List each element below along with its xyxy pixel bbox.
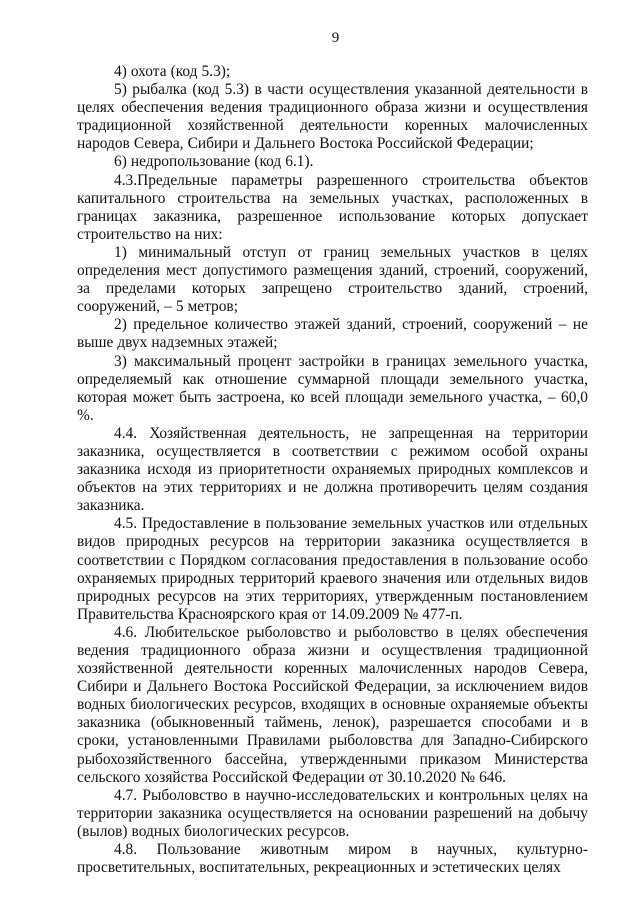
page-number: 9 [331,30,340,46]
clause-4-5: 4.5. Предоставление в пользование земельных участков или отдельных видов природных ресурсов на территории заказника осуществляется в соответствии с Порядком согласования предоставления в пользование особо охраняемых природных территорий краевого значения или отдельных видов природных ресурсов на этих территориях, утвержденным постановлением Правительства Красноярского края от 14.09.2009 № 477-п. [77,515,588,623]
clause-4-3: 4.3.Предельные параметры разрешенного строительства объектов капитального строительства на земельных участках, расположенных в границах заказника, разрешенное использование которых допускает строительство на них: [77,171,588,243]
clause-4-3-item-2: 2) предельное количество этажей зданий, строений, сооружений – не выше двух надземных этажей; [77,316,588,352]
list-item-fishing: 5) рыбалка (код 5.3) в части осуществления указанной деятельности в целях обеспечения ведения традиционного образа жизни и осуществления традиционной хозяйственной деятельности коренных малочисленных народов Севера, Сибири и Дальнего Востока Российской Федерации; [77,81,588,153]
clause-4-4: 4.4. Хозяйственная деятельность, не запрещенная на территории заказника, осуществляется в соответствии с режимом особой охраны заказника исходя из приоритетности охраняемых природных комплексов и объектов на этих территориях и не должна противоречить целям создания заказника. [77,424,588,515]
clause-4-3-item-3: 3) максимальный процент застройки в границах земельного участка, определяемый как отношение суммарной площади земельного участка, которая может быть застроена, ко всей площади земельного участка, – 60,0 %. [77,352,588,424]
clause-4-3-item-1: 1) минимальный отступ от границ земельных участков в целях определения мест допустимого размещения зданий, строений, сооружений, за пределами которых запрещено строительство зданий, строений, сооружений, – 5 метров; [77,243,588,316]
clause-4-8: 4.8. Пользование животным миром в научных, культурно-просветительных, воспитательных, рекреационных и эстетических целях [77,841,588,877]
list-item-subsoil-use: 6) недропользование (код 6.1). [114,153,314,171]
clause-4-7: 4.7. Рыболовство в научно-исследовательских и контрольных целях на территории заказника осуществляется на основании разрешений на добычу (вылов) водных биологических ресурсов. [77,786,588,840]
list-item-hunting: 4) охота (код 5.3); [114,63,231,80]
clause-4-6: 4.6. Любительское рыболовство и рыболовство в целях обеспечения ведения традиционного образа жизни и осуществления традиционной хозяйственной деятельности коренных малочисленных народов Севера, Сибири и Дальнего Востока Российской Федерации, за исключением видов водных биологических ресурсов, входящих в основные охраняемые объекты заказника (обыкновенный таймень, ленок), разрешается способами и в сроки, установленными Правилами рыболовства для Западно-Сибирского рыбохозяйственного бассейна, утвержденными приказом Министерства сельского хозяйства Российской Федерации от 30.10.2020 № 646. [77,623,588,786]
